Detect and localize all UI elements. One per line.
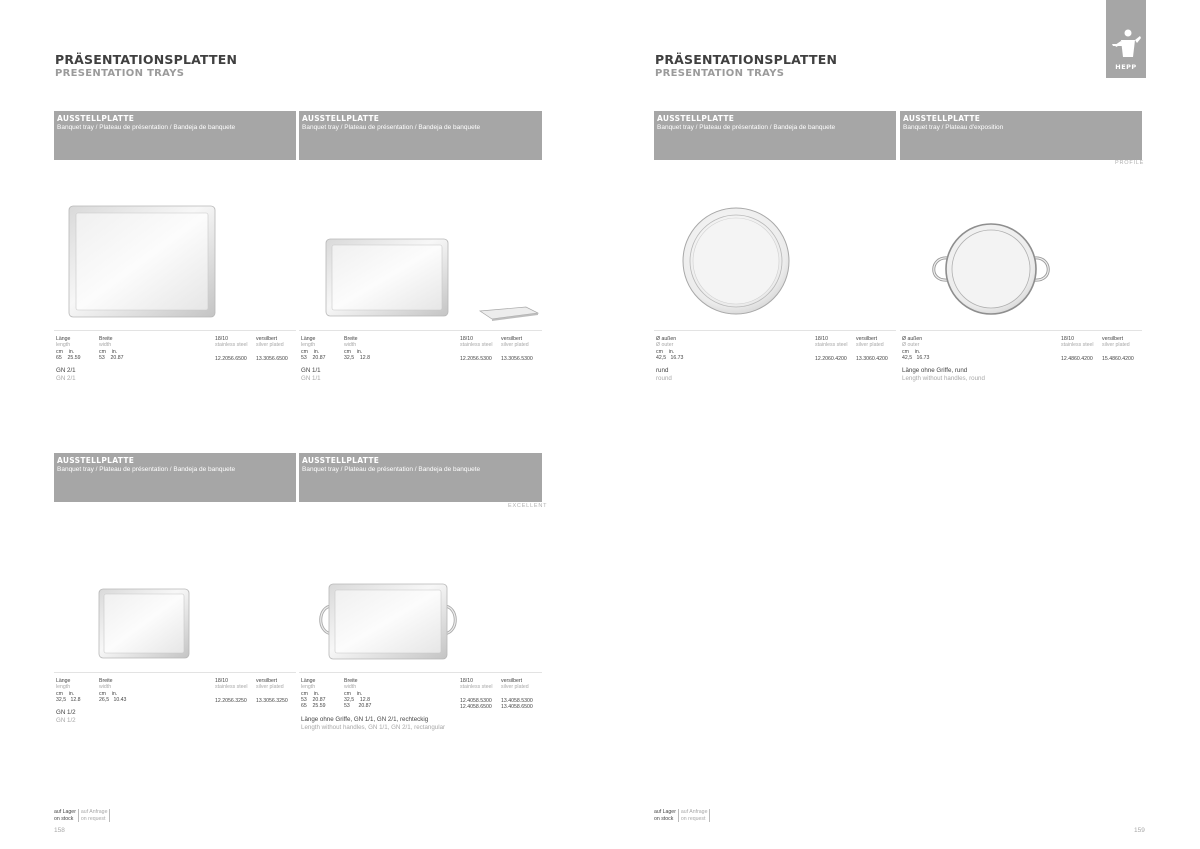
width-label: Breite width <box>99 336 113 349</box>
article-number-silver: 13.3056.6500 <box>256 356 288 362</box>
divider <box>299 330 542 331</box>
product-image-tray-handles <box>312 582 464 661</box>
category-title: AUSSTELLPLATTE <box>302 456 380 465</box>
length-label: Länge length <box>301 336 316 349</box>
article-number-steel: 12.4058.5300 <box>460 698 492 704</box>
units-width: cm in. <box>344 690 363 697</box>
article-number-silver: 15.4860.4200 <box>1102 356 1134 362</box>
units-length: cm in. <box>56 690 75 697</box>
page-number-right: 159 <box>1134 827 1145 834</box>
article-number-steel: 12.2060.4200 <box>815 356 847 362</box>
length-value: 32,5 12.8 <box>56 696 81 703</box>
waiter-icon <box>1106 0 1146 60</box>
product-line-tag: EXCELLENT <box>508 503 548 509</box>
article-number-silver: 13.3060.4200 <box>856 356 888 362</box>
category-title: AUSSTELLPLATTE <box>302 114 380 123</box>
stock-label-de: auf Lager <box>654 809 676 815</box>
silver-label: versilbert silver plated <box>256 336 284 349</box>
stock-label-en: on stock <box>54 815 74 822</box>
category-title: AUSSTELLPLATTE <box>657 114 735 123</box>
units-diameter: cm in. <box>656 348 675 355</box>
silver-label: versilbert silver plated <box>1102 336 1130 349</box>
product-image-tray-gn12 <box>98 588 190 659</box>
diameter-label: Ø außen Ø outer <box>656 336 677 349</box>
units-length: cm in. <box>301 690 320 697</box>
category-title: AUSSTELLPLATTE <box>57 456 135 465</box>
diameter-value: 42,5 16.73 <box>656 354 684 361</box>
width-value: 32,5 12.8 <box>344 354 370 361</box>
length-label: Länge length <box>56 678 71 691</box>
product-description: GN 1/2 GN 1/2 <box>56 709 76 724</box>
article-number-steel: 12.2056.3250 <box>215 698 247 704</box>
article-number-silver: 13.3056.3250 <box>256 698 288 704</box>
product-description: rund round <box>656 367 672 382</box>
steel-label: 18/10 stainless steel <box>215 678 248 691</box>
divider <box>54 672 296 673</box>
page-title-right: PRÄSENTATIONSPLATTEN <box>655 52 838 67</box>
category-subtitle: Banquet tray / Plateau de présentation / Bandeja de banquete <box>302 124 481 131</box>
silver-label: versilbert silver plated <box>256 678 284 691</box>
divider <box>900 330 1142 331</box>
length-label: Länge length <box>56 336 71 349</box>
stock-label-de: auf Lager <box>54 809 76 815</box>
units-width: cm in. <box>99 348 118 355</box>
category-header <box>299 111 542 160</box>
category-header <box>654 111 896 160</box>
product-description: GN 1/1 GN 1/1 <box>301 367 321 382</box>
article-number-steel: 12.2056.5300 <box>460 356 492 362</box>
category-subtitle: Banquet tray / Plateau de présentation / Bandeja de banquete <box>57 124 236 131</box>
product-image-round-tray <box>681 206 791 316</box>
category-title: AUSSTELLPLATTE <box>57 114 135 123</box>
width-label: Breite width <box>344 678 358 691</box>
length-value: 65 25.59 <box>301 703 326 710</box>
steel-label: 18/10 stainless steel <box>815 336 848 349</box>
width-label: Breite width <box>99 678 113 691</box>
units-width: cm in. <box>99 690 118 697</box>
article-number-steel: 12.4860.4200 <box>1061 356 1093 362</box>
units-width: cm in. <box>344 348 363 355</box>
product-description: Länge ohne Griffe, rund Length without handles, round <box>902 367 985 382</box>
silver-label: versilbert silver plated <box>856 336 884 349</box>
logo-text: HEPP <box>1115 63 1137 71</box>
request-label-en: on request <box>80 815 106 822</box>
steel-label: 18/10 stainless steel <box>1061 336 1094 349</box>
brand-logo <box>1106 0 1146 78</box>
steel-label: 18/10 stainless steel <box>215 336 248 349</box>
request-label-de: auf Anfrage <box>80 809 108 815</box>
category-header <box>54 111 296 160</box>
product-image-tray-gn21 <box>68 205 216 318</box>
category-subtitle: Banquet tray / Plateau d'exposition <box>903 124 1004 131</box>
category-subtitle: Banquet tray / Plateau de présentation / Bandeja de banquete <box>657 124 836 131</box>
units-length: cm in. <box>301 348 320 355</box>
article-number-silver: 13.3056.5300 <box>501 356 533 362</box>
width-label: Breite width <box>344 336 358 349</box>
divider <box>654 330 896 331</box>
page-subtitle-left: PRESENTATION TRAYS <box>55 68 185 79</box>
width-value: 26,5 10.43 <box>99 696 127 703</box>
width-value: 32,5 12.8 <box>344 696 370 703</box>
article-number-silver: 13.4058.6500 <box>501 704 533 711</box>
silver-label: versilbert silver plated <box>501 336 529 349</box>
category-header <box>900 111 1142 160</box>
category-subtitle: Banquet tray / Plateau de présentation / Bandeja de banquete <box>302 466 481 473</box>
page-number-left: 158 <box>54 827 65 834</box>
diameter-label: Ø außen Ø outer <box>902 336 923 349</box>
product-image-round-tray-handles <box>926 222 1056 316</box>
steel-label: 18/10 stainless steel <box>460 678 493 691</box>
category-header <box>54 453 296 502</box>
diameter-value: 42,5 16.73 <box>902 354 930 361</box>
article-number-silver: 13.4058.5300 <box>501 698 533 704</box>
silver-label: versilbert silver plated <box>501 678 529 691</box>
product-description: Länge ohne Griffe, GN 1/1, GN 2/1, rechteckig Length without handles, GN 1/1, GN 2/1, rectangular <box>301 716 446 731</box>
product-image-tray-gn11 <box>325 238 449 317</box>
stock-legend <box>654 809 712 822</box>
page-title-left: PRÄSENTATIONSPLATTEN <box>55 52 238 67</box>
length-value: 53 20.87 <box>301 696 326 703</box>
length-value: 53 20.87 <box>301 354 326 361</box>
request-label-en: on request <box>680 815 706 822</box>
request-label-de: auf Anfrage <box>680 809 708 815</box>
divider <box>299 672 542 673</box>
page-subtitle-right: PRESENTATION TRAYS <box>655 68 785 79</box>
divider <box>54 330 296 331</box>
category-header <box>299 453 542 502</box>
length-label: Länge length <box>301 678 316 691</box>
steel-label: 18/10 stainless steel <box>460 336 493 349</box>
stock-legend <box>54 809 112 822</box>
width-value: 53 20.87 <box>344 703 372 710</box>
stock-label-en: on stock <box>654 815 674 822</box>
units-length: cm in. <box>56 348 75 355</box>
product-description: GN 2/1 GN 2/1 <box>56 367 76 382</box>
length-value: 65 25.59 <box>56 354 81 361</box>
article-number-steel: 12.4058.6500 <box>460 704 492 711</box>
category-subtitle: Banquet tray / Plateau de présentation / Bandeja de banquete <box>57 466 236 473</box>
units-diameter: cm in. <box>902 348 921 355</box>
article-number-steel: 12.2056.6500 <box>215 356 247 362</box>
product-line-tag: PROFILE <box>1115 160 1145 166</box>
width-value: 53 20.87 <box>99 354 124 361</box>
category-title: AUSSTELLPLATTE <box>903 114 981 123</box>
product-image-tray-profile <box>478 305 540 321</box>
